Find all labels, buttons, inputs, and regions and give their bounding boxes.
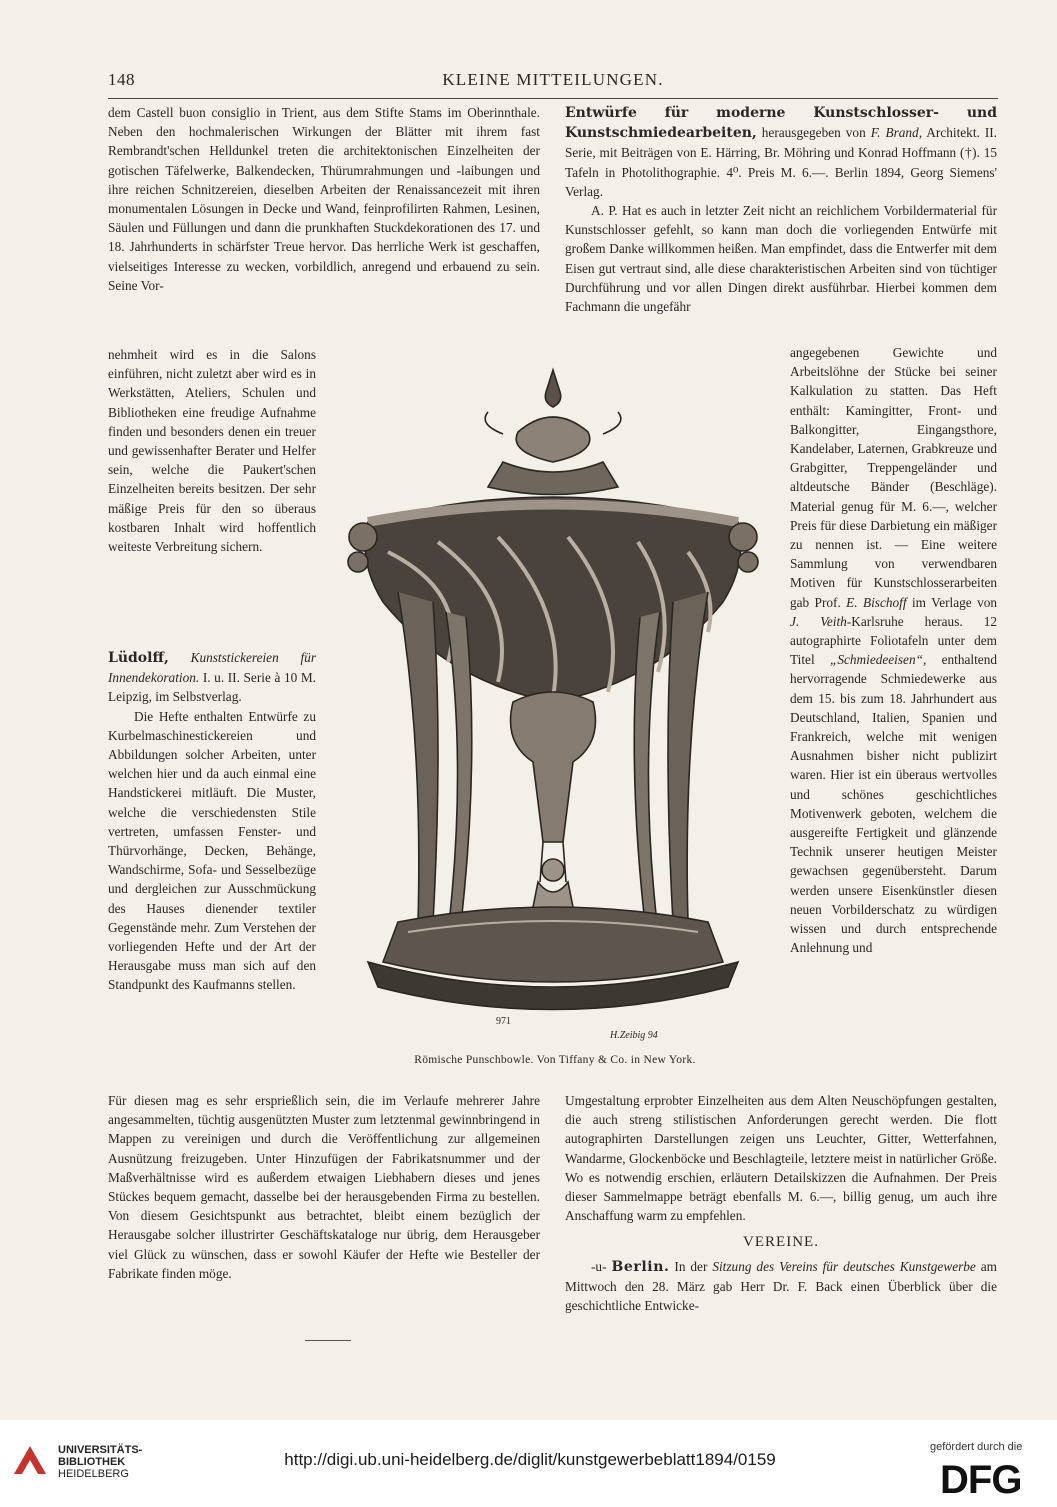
library-name: [58, 1444, 142, 1480]
publisher-name: J. Veith: [790, 613, 847, 629]
review-meta: herausgegeben von: [761, 125, 866, 141]
right-column-narrow: [790, 343, 997, 958]
paragraph: Umgestaltung erprobter Einzelheiten aus dem Alten Neuschöpfungen gestalten, die auch streng stilistischen Anforderungen gerecht werden. Die flott autographirten Darstellungen zeigen uns Leuchter, Gitter, Wetterfahnen, Wandarme, Glockenböcke und Beschlagteile, letztere meist in natürlicher Größe. Wo es notwendig erschien, erläutern Detailskizzen die Aufnahmen. Der Preis dieser Sammelmappe beträgt ebenfalls M. 6.—, billig genug, um auch ihre Anschaffung warm zu empfehlen.: [565, 1093, 997, 1224]
funding-note: gefördert durch die: [930, 1441, 1023, 1453]
review-meta: Architekt. II. Serie, mit Beiträgen von E. Härring, Br. Möhring und Konrad Hoffmann (†). 15 Tafeln in Photolithographie. 4⁰. Preis M. 6.—. Berlin 1894, Georg Siemens' Verlag.: [565, 125, 998, 199]
engraver-signature: H.Zeibig 94: [610, 1030, 658, 1041]
text-run: -Karlsruhe heraus. 12 autographirte Foliotafeln unter dem Titel: [790, 613, 997, 668]
running-title: KLEINE MITTEILUNGEN.: [442, 70, 664, 89]
right-column-bottom: [565, 1091, 997, 1315]
running-head: [108, 70, 998, 94]
figure-caption: Römische Punschbowle. Von Tiffany & Co. in New York.: [414, 1054, 696, 1066]
city-heading: Berlin.: [611, 1258, 670, 1275]
paragraph: Für diesen mag es sehr ersprießlich sein, die im Verlaufe mehrerer Jahre angesammelten, tüchtig ausgenützten Muster zum letztenmal gewinnbringend in Mappen zu vereinigen und durch die Veröffentlichung zur allgemeinen Ausnützung freizugeben. Unter Hinzufügen der Fabrikatsnummer und der Maßverhältnisse wird es außerdem etwaigen Liebhabern dieses und jenes Stückes bequem gemacht, dasselbe bei der herausgebenden Firma zu bestellen. Von diesem Gesichtspunkt aus betrachtet, bleibt einem bezüglich der Herausgabe solcher illustrirter Geschäftskataloge nur übrig, dem Herausgeber viel Glück zu wünschen, dass er sowohl Käufer der Hefte wie Besteller der Fabrikate finden möge.: [108, 1093, 540, 1281]
plate-number: 971: [496, 1016, 511, 1027]
left-column-bottom: [108, 1091, 540, 1283]
text-run: im Verlage von: [911, 594, 998, 610]
review-heading: [108, 648, 316, 707]
text-run: angegebenen Gewichte und Arbeitslöhne der Stücke bei seiner Kalkulation zu statten. Das Heft enthält: Kamingitter, Front- und Balkongitter, Eingangsthore, Kandelaber, Laternen, Grabkreuze und Grabgitter, Treppengeländer und altdeutsche Bänder (Beschläge). Material genug für M. 6.—, welcher Preis für diese Darbietung ein mäßiger zu nennen ist. — Eine weitere Sammlung von verwendbaren Motiven für Kunstschlosserarbeiten gab Prof.: [790, 345, 997, 610]
library-line: UNIVERSITÄTS-: [58, 1444, 143, 1456]
header-rule: [108, 98, 998, 99]
paragraph: nehmheit wird es in die Salons einführen, nicht zuletzt aber wird es in Werkstätten, Ateliers, Schulen und Bibliotheken eine freudige Aufnahme finden und besonders denen ein treuer und gewissenhafter Berater und Helfer sein, welche die Paukert'schen Einzelheiten bereits besitzen. Der sehr mäßige Preis für den so überaus kostbaren Inhalt wird hoffentlich weiteste Verbreitung sichern.: [108, 347, 316, 555]
society-name: Sitzung des Vereins für deutsches Kunstgewerbe: [712, 1258, 976, 1274]
dfg-logo: DFG: [940, 1458, 1022, 1502]
section-heading-vereine: VEREINE.: [743, 1234, 819, 1251]
page-number: 148: [108, 70, 135, 89]
library-logo-icon: [10, 1440, 50, 1480]
review-body: A. P. Hat es auch in letzter Zeit nicht an reichlichem Vorbildermaterial für Kunstschlosser gefehlt, so kann man doch die vorliegenden Entwürfe mit großem Danke willkommen heißen. Man empfindet, dass die Entwerfer mit dem Eisen gut vertraut sind, alle diese charakteristischen Arbeiten sind von tüchtiger Durchführung und vor allen Dingen direkt ausführbar. Hierbei kommen dem Fachmann die ungefähr: [565, 203, 997, 315]
left-column-narrow: [108, 345, 316, 556]
review-brand: [565, 103, 997, 316]
review-heading: [565, 103, 997, 201]
review-author: F. Brand,: [870, 125, 923, 141]
end-rule: [305, 1340, 351, 1341]
text-run: In der: [674, 1258, 708, 1274]
permalink[interactable]: http://digi.ub.uni-heidelberg.de/diglit/kunstgewerbeblatt1894/0159: [284, 1450, 776, 1469]
punch-bowl-illustration: [328, 362, 778, 1042]
review-body: Die Hefte enthalten Entwürfe zu Kurbelmaschinestickereien und Abbildungen solcher Arbeiten, unter welchen hier und da auch einmal eine Handstickerei mitläuft. Die Muster, welche die verschiedensten Stile vertreten, umfassen Fenster- und Thürvorhänge, Decken, Behänge, Wandschirme, Sofa- und Sesselbezüge und dergleichen zur Ausschmückung des Hauses dienender textiler Gegenstände mehr. Zum Verstehen der vorliegenden Hefte und der Art der Herausgabe muss man sich auf den Standpunkt des Kaufmanns stellen.: [108, 708, 316, 993]
paragraph-berlin: [565, 1257, 997, 1316]
figure-punch-bowl: [328, 362, 778, 1042]
review-details: I. u. II. Serie à 10 M. Leipzig, im Selbstverlag.: [108, 670, 316, 705]
library-line: BIBLIOTHEK: [58, 1456, 126, 1468]
text-run: enthaltend hervorragende Schmiedewerke aus dem 15. bis zum 18. Jahrhundert aus Deutschland, Italien, Spanien und Frankreich, welche mit wenigen Ausnahmen bisher nicht publizirt waren. Hier ist ein überaus wertvolles und schönes geschichtliches Motivenwerk geboten, welchem die ausgereifte Fertigkeit und glänzende Technik unserer heutigen Meister gewachsen gegenübersteht. Darum werden unsere Eisenkünstler diesen neuen Vorbilderschatz zu würdigen wissen und durch entsprechende Anlehnung und: [790, 652, 998, 956]
paragraph: [790, 343, 997, 958]
paragraph: dem Castell buon consiglio in Trient, aus dem Stifte Stams im Oberinnthale. Neben den hochmalerischen Wirkungen der Blätter mit ihrem fast Rembrandt'schen Helldunkel treten die architektonischen Einzelheiten der gotischen Täfelwerke, Balkendecken, Thürumrahmungen und -laibungen und ihre reichen Schnitzereien, dieselben Arbeiten der Renaissancezeit mit ihren monumentalen Lösungen in Decke und Wand, feinprofilirten Rahmen, Lesinen, Säulen und Füllungen und dann die prunkhaften Stuckdekorationen des 17. und 18. Jahrhunderts in schärfster Treue hervor. Das herrliche Werk ist geschaffen, vielseitiges Interesse zu wecken, vorbildlich, anregend und erbauend zu sein. Seine Vor-: [108, 105, 540, 293]
review-title-bold: Entwürfe für moderne Kunstschlosser- und Kunstschmiedearbeiten,: [565, 105, 997, 142]
library-line: HEIDELBERG: [58, 1468, 129, 1480]
work-title: „Schmiedeeisen“,: [829, 652, 927, 668]
review-author: Lüdolff,: [108, 650, 169, 666]
review-luedolff: [108, 648, 316, 995]
author-mark: -u-: [591, 1258, 607, 1274]
left-column-top: [108, 103, 540, 295]
text-run: am Mittwoch den 28. März gab Herr Dr. F. Back einen Überblick über die geschichtliche Entwicke-: [565, 1258, 998, 1314]
author-name: E. Bischoff: [846, 594, 907, 610]
review-title: Kunststickereien für Innendekoration.: [108, 650, 316, 686]
